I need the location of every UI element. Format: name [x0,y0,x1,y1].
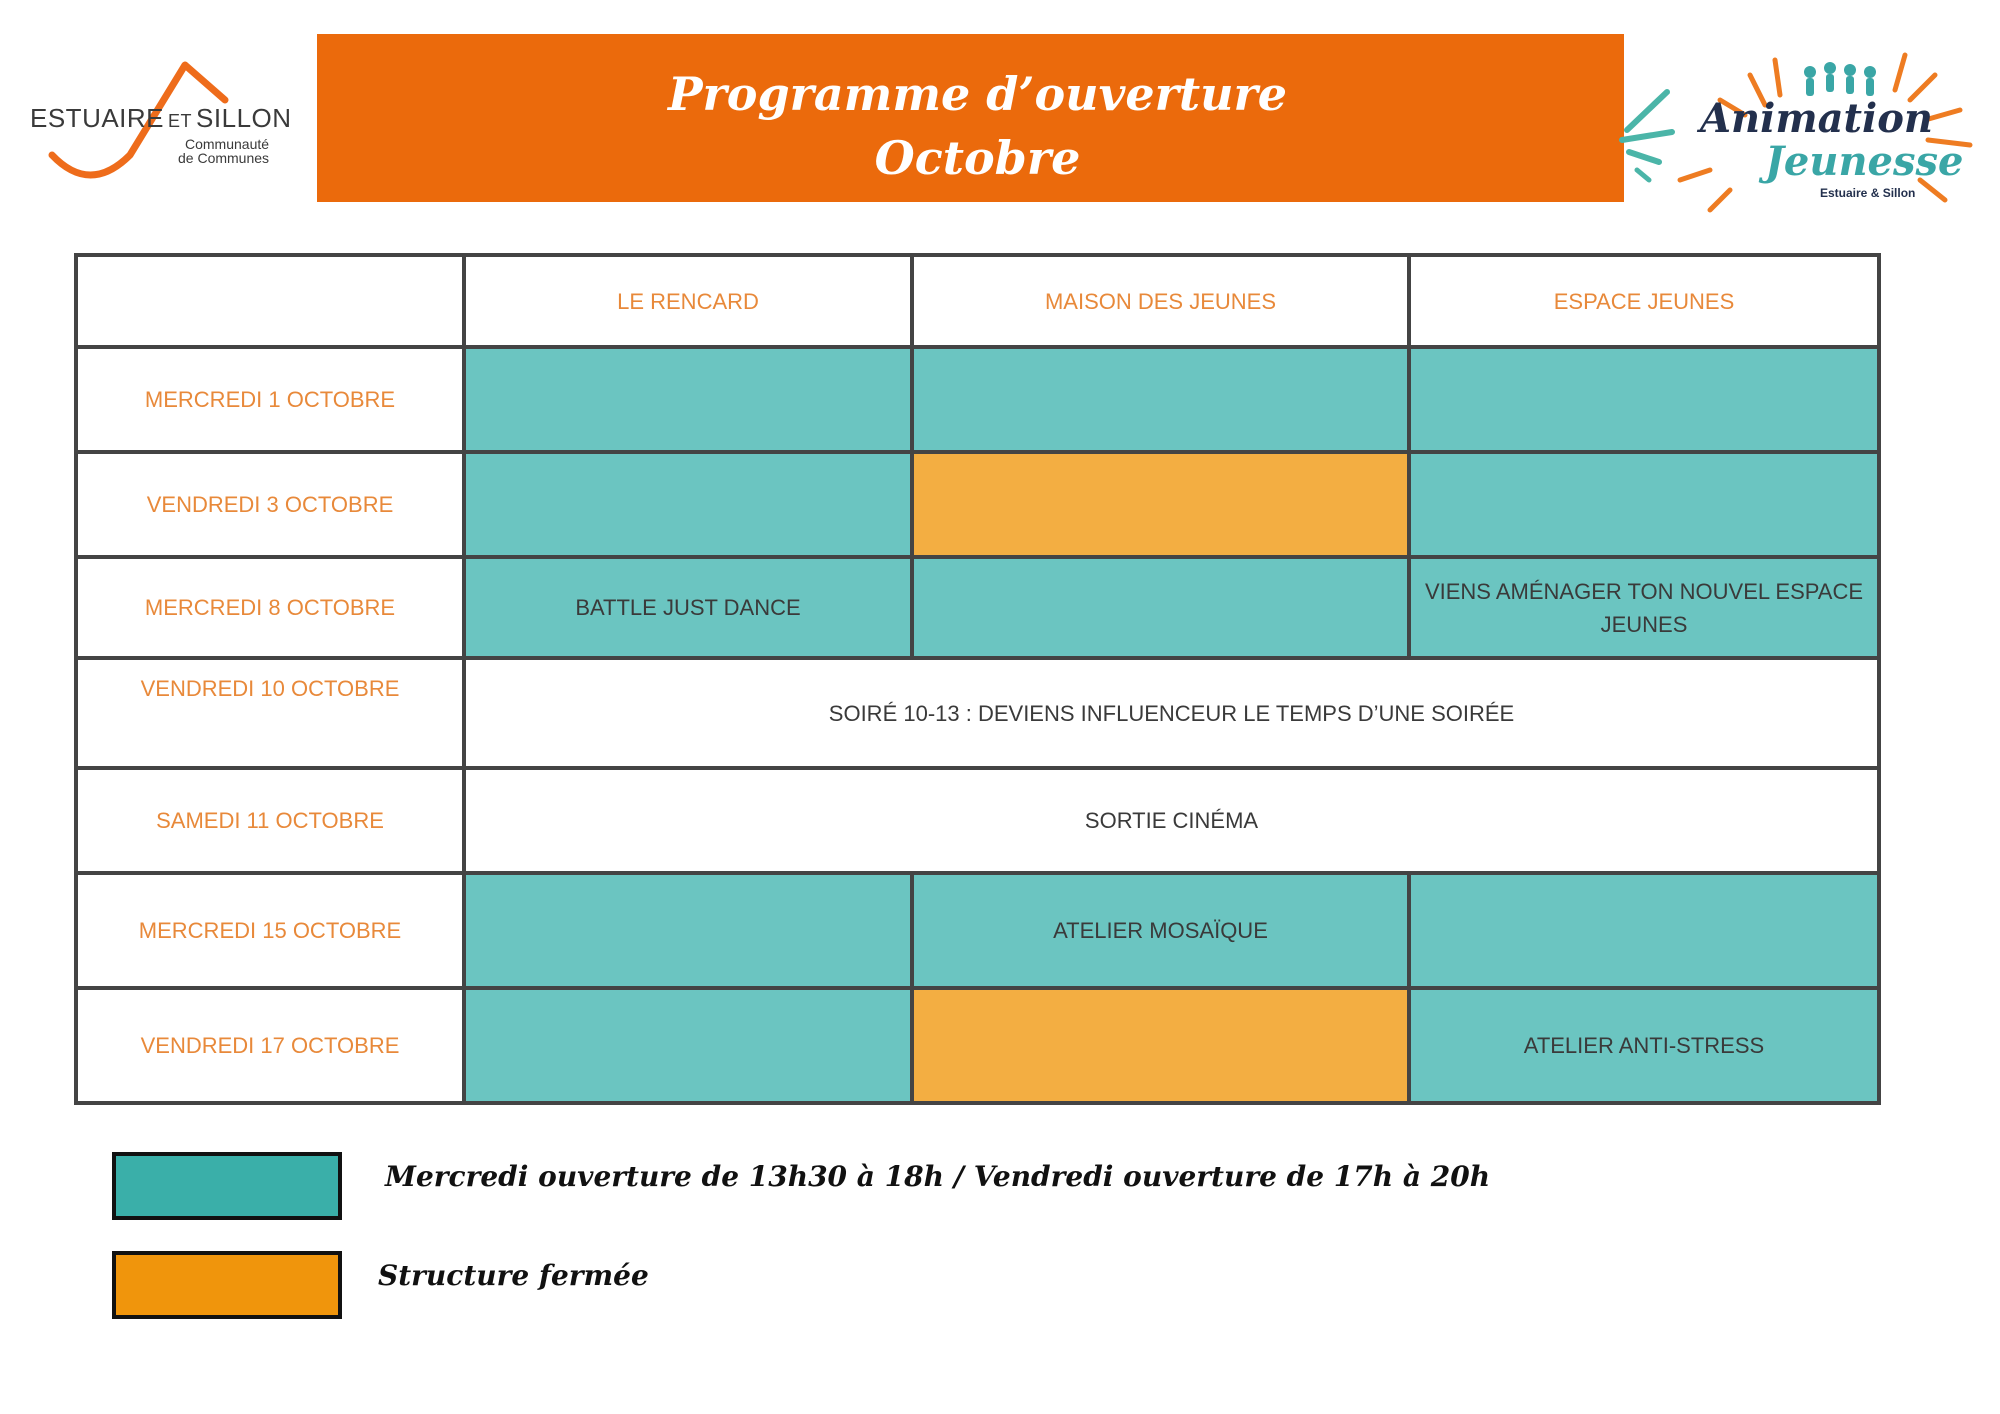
header-cell-empty [76,255,464,347]
table-row [76,768,1879,873]
logo-word-jeunesse: Jeunesse [1765,138,1964,185]
table-header-row [76,255,1879,347]
event-span-cell: SOIRÉ 10-13 : DEVIENS INFLUENCEUR LE TEMPS D’UNE SOIRÉE [464,658,1879,768]
slot-cell: BATTLE JUST DANCE [464,557,912,658]
slot-cell: VIENS AMÉNAGER TON NOUVEL ESPACE JEUNES [1409,557,1879,658]
day-cell: VENDREDI 17 OCTOBRE [76,988,464,1103]
day-cell: MERCREDI 15 OCTOBRE [76,873,464,988]
table-row [76,873,1879,988]
logo-word-animation: Animation [1700,95,1933,142]
slot-cell [464,452,912,557]
slot-cell: ATELIER ANTI-STRESS [1409,988,1879,1103]
day-cell: VENDREDI 10 OCTOBRE [76,658,464,768]
slot-cell-closed [912,452,1409,557]
table-row [76,347,1879,452]
logo-name: ESTUAIRE ET SILLON [30,103,292,133]
day-cell: SAMEDI 11 OCTOBRE [76,768,464,873]
page-title: Programme d’ouverture Octobre [667,67,1288,185]
slot-cell [1409,873,1879,988]
day-cell: VENDREDI 3 OCTOBRE [76,452,464,557]
slot-cell-closed [912,988,1409,1103]
slot-cell [1409,452,1879,557]
animation-jeunesse-logo [1670,40,1980,215]
header-cell-le-rencard: LE RENCARD [464,255,912,347]
table-row [76,557,1879,658]
slot-cell: ATELIER MOSAÏQUE [912,873,1409,988]
header-cell-espace-jeunes: ESPACE JEUNES [1409,255,1879,347]
day-cell: MERCREDI 1 OCTOBRE [76,347,464,452]
slot-cell [464,988,912,1103]
slot-cell [464,347,912,452]
legend-closed-text: Structure fermée [378,1259,649,1292]
estuaire-sillon-logo [20,55,292,190]
slot-cell [912,347,1409,452]
slot-cell [912,557,1409,658]
legend-open-text: Mercredi ouverture de 13h30 à 18h / Vendredi ouverture de 17h à 20h [385,1160,1491,1193]
logo-subtitle: Communauté de Communes [178,136,270,166]
sparkle-lines-icon [1607,80,1677,190]
table-row [76,658,1879,768]
header-cell-maison-des-jeunes: MAISON DES JEUNES [912,255,1409,347]
table-row [76,988,1879,1103]
legend-closed-swatch [112,1251,342,1319]
logo-word-subtitle: Estuaire & Sillon [1820,186,1916,200]
slot-cell [1409,347,1879,452]
schedule-table [74,253,1881,1105]
table-row [76,452,1879,557]
event-span-cell: SORTIE CINÉMA [464,768,1879,873]
slot-cell [464,873,912,988]
legend-open-swatch [112,1152,342,1220]
title-banner [317,34,1624,202]
day-cell: MERCREDI 8 OCTOBRE [76,557,464,658]
